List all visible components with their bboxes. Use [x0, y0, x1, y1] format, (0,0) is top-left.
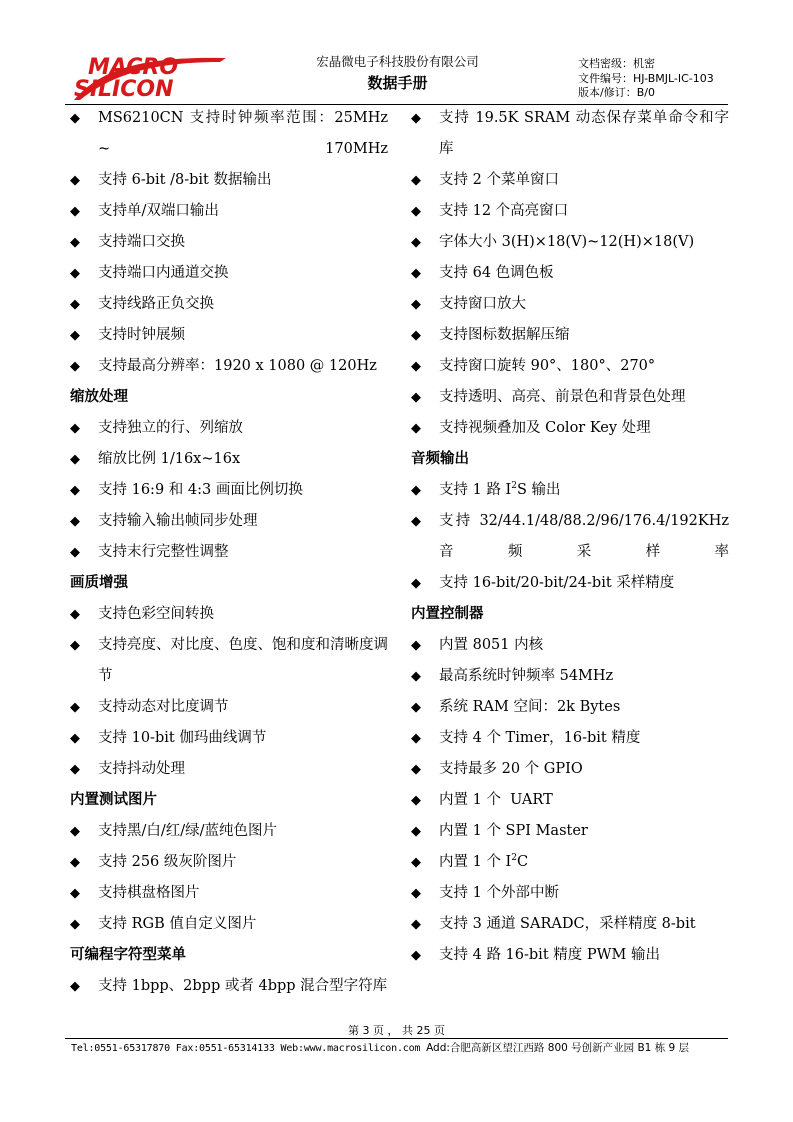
- list-item: ◆ 内置 8051 内核: [411, 630, 729, 661]
- diamond-bullet-icon: ◆: [70, 452, 80, 467]
- diamond-bullet-icon: ◆: [411, 793, 421, 808]
- right-column: [411, 103, 729, 971]
- footer-contact: [71, 1040, 689, 1055]
- list-item: ◆ 支持 256 级灰阶图片: [70, 847, 388, 878]
- diamond-bullet-icon: ◆: [70, 979, 80, 994]
- list-item: ◆ 支持亮度、对比度、色度、饱和度和清晰度调节: [70, 630, 388, 692]
- diamond-bullet-icon: ◆: [70, 235, 80, 250]
- diamond-bullet-icon: ◆: [411, 824, 421, 839]
- document-meta: [578, 57, 714, 101]
- diamond-bullet-icon: ◆: [70, 762, 80, 777]
- list-item: ◆ 支持单/双端口输出: [70, 196, 388, 227]
- list-item: ◆ 支持 3 通道 SARADC，采样精度 8-bit: [411, 909, 729, 940]
- list-item: ◆ 缩放比例 1/16x~16x: [70, 444, 388, 475]
- diamond-bullet-icon: ◆: [70, 855, 80, 870]
- diamond-bullet-icon: ◆: [411, 514, 421, 529]
- list-item: ◆ 支持视频叠加及 Color Key 处理: [411, 413, 729, 444]
- list-item: ◆ 系统 RAM 空间：2k Bytes: [411, 692, 729, 723]
- meta-doc-number: 文件编号：HJ-BMJL-IC-103: [578, 71, 714, 85]
- list-item: ◆ 支持动态对比度调节: [70, 692, 388, 723]
- diamond-bullet-icon: ◆: [411, 173, 421, 188]
- list-item: ◆ 支持 2 个菜单窗口: [411, 165, 729, 196]
- page-number: 第 3 页 ， 共 25 页: [348, 1024, 445, 1037]
- list-item: ◆ 支持端口交换: [70, 227, 388, 258]
- list-item: ◆ 内置 1 个 UART: [411, 785, 729, 816]
- diamond-bullet-icon: ◆: [70, 483, 80, 498]
- diamond-bullet-icon: ◆: [70, 297, 80, 312]
- diamond-bullet-icon: ◆: [411, 576, 421, 591]
- list-item: ◆ 支持端口内通道交换: [70, 258, 388, 289]
- list-item: ◆ 支持抖动处理: [70, 754, 388, 785]
- diamond-bullet-icon: ◆: [70, 886, 80, 901]
- list-item: ◆ 支持时钟展频: [70, 320, 388, 351]
- diamond-bullet-icon: ◆: [411, 390, 421, 405]
- diamond-bullet-icon: ◆: [411, 297, 421, 312]
- list-item: ◆ 支持 16:9 和 4:3 画面比例切换: [70, 475, 388, 506]
- list-item: ◆ 支持输入输出帧同步处理: [70, 506, 388, 537]
- diamond-bullet-icon: ◆: [411, 483, 421, 498]
- section-heading-test-patterns: 内置测试图片: [70, 792, 157, 808]
- list-item: ◆ 支持 16-bit/20-bit/24-bit 采样精度: [411, 568, 729, 599]
- list-item: ◆ 支持线路正负交换: [70, 289, 388, 320]
- document-title: 数据手册: [367, 74, 428, 92]
- list-item: ◆ 支持 1 路 $I^2S$ 输出: [411, 475, 729, 506]
- contact-info: Tel:0551-65317870 Fax:0551-65314133 Web:www.macrosilicon.com: [71, 1043, 421, 1054]
- diamond-bullet-icon: ◆: [411, 235, 421, 250]
- diamond-bullet-icon: ◆: [411, 266, 421, 281]
- list-item: ◆ MS6210CN 支持时钟频率范围：25MHz ~ 170MHz: [70, 103, 388, 165]
- section-heading-scaling: 缩放处理: [70, 389, 128, 405]
- diamond-bullet-icon: ◆: [411, 638, 421, 653]
- list-item: ◆ 内置 1 个 SPI Master: [411, 816, 729, 847]
- list-item: ◆ 支持最高分辨率：1920 x 1080 @ 120Hz: [70, 351, 388, 382]
- list-item: ◆ 支持 32/44.1/48/88.2/96/176.4/192KHz 音频采样率: [411, 506, 729, 568]
- list-item: ◆ 支持透明、高亮、前景色和背景色处理: [411, 382, 729, 413]
- list-item: ◆ 支持 4 个 Timer，16-bit 精度: [411, 723, 729, 754]
- diamond-bullet-icon: ◆: [70, 545, 80, 560]
- list-item: ◆ 支持 64 色调色板: [411, 258, 729, 289]
- diamond-bullet-icon: ◆: [70, 173, 80, 188]
- list-item: ◆ 内置 1 个 $I^2C$: [411, 847, 729, 878]
- diamond-bullet-icon: ◆: [70, 514, 80, 529]
- list-item: ◆ 支持 4 路 16-bit 精度 PWM 输出: [411, 940, 729, 971]
- list-item: ◆ 支持 10-bit 伽玛曲线调节: [70, 723, 388, 754]
- diamond-bullet-icon: ◆: [411, 762, 421, 777]
- diamond-bullet-icon: ◆: [70, 638, 80, 653]
- address: Add:合肥高新区望江西路 800 号创新产业园 B1 栋 9 层: [426, 1042, 690, 1054]
- list-item: ◆ 支持 1 个外部中断: [411, 878, 729, 909]
- list-item: ◆ 支持末行完整性调整: [70, 537, 388, 568]
- diamond-bullet-icon: ◆: [411, 421, 421, 436]
- diamond-bullet-icon: ◆: [411, 886, 421, 901]
- diamond-bullet-icon: ◆: [411, 669, 421, 684]
- diamond-bullet-icon: ◆: [411, 359, 421, 374]
- list-item: ◆ 支持最多 20 个 GPIO: [411, 754, 729, 785]
- diamond-bullet-icon: ◆: [411, 700, 421, 715]
- logo-text-bottom: SILICON: [74, 77, 174, 102]
- list-item: ◆ 支持窗口旋转 90°、180°、270°: [411, 351, 729, 382]
- diamond-bullet-icon: ◆: [411, 948, 421, 963]
- diamond-bullet-icon: ◆: [70, 700, 80, 715]
- diamond-bullet-icon: ◆: [70, 607, 80, 622]
- list-item: ◆ 支持棋盘格图片: [70, 878, 388, 909]
- diamond-bullet-icon: ◆: [411, 855, 421, 870]
- list-item: ◆ 支持 6-bit /8-bit 数据输出: [70, 165, 388, 196]
- diamond-bullet-icon: ◆: [411, 917, 421, 932]
- list-item: ◆ 支持图标数据解压缩: [411, 320, 729, 351]
- section-heading-audio: 音频输出: [411, 451, 469, 467]
- list-item: ◆ 支持黑/白/红/绿/蓝纯色图片: [70, 816, 388, 847]
- section-heading-mcu: 内置控制器: [411, 606, 484, 622]
- meta-classification: 文档密级：机密: [578, 57, 655, 70]
- list-item: ◆ 支持 1bpp、2bpp 或者 4bpp 混合型字符库: [70, 971, 388, 1002]
- list-item: ◆ 支持独立的行、列缩放: [70, 413, 388, 444]
- diamond-bullet-icon: ◆: [70, 204, 80, 219]
- header-center: [290, 53, 505, 95]
- diamond-bullet-icon: ◆: [70, 421, 80, 436]
- diamond-bullet-icon: ◆: [70, 266, 80, 281]
- left-column: [70, 103, 388, 1002]
- diamond-bullet-icon: ◆: [411, 111, 421, 126]
- list-item: ◆ 最高系统时钟频率 54MHz: [411, 661, 729, 692]
- diamond-bullet-icon: ◆: [411, 731, 421, 746]
- diamond-bullet-icon: ◆: [70, 328, 80, 343]
- list-item: ◆ 支持 12 个高亮窗口: [411, 196, 729, 227]
- macro-silicon-logo: [70, 50, 230, 104]
- list-item: ◆ 支持 19.5K SRAM 动态保存菜单命令和字库: [411, 103, 729, 165]
- diamond-bullet-icon: ◆: [411, 328, 421, 343]
- footer-rule: [65, 1038, 728, 1039]
- list-item: ◆ 支持色彩空间转换: [70, 599, 388, 630]
- list-item: ◆ 支持窗口放大: [411, 289, 729, 320]
- list-item: ◆ 字体大小 3(H)×18(V)~12(H)×18(V): [411, 227, 729, 258]
- diamond-bullet-icon: ◆: [70, 824, 80, 839]
- logo-text-top: MACRO: [88, 55, 179, 80]
- diamond-bullet-icon: ◆: [70, 111, 80, 126]
- diamond-bullet-icon: ◆: [411, 204, 421, 219]
- meta-version: 版本/修订：B/0: [578, 86, 655, 99]
- section-heading-quality: 画质增强: [70, 575, 128, 591]
- diamond-bullet-icon: ◆: [70, 359, 80, 374]
- diamond-bullet-icon: ◆: [70, 917, 80, 932]
- list-item: ◆ 支持 RGB 值自定义图片: [70, 909, 388, 940]
- company-name: 宏晶微电子科技股份有限公司: [316, 54, 479, 69]
- section-heading-osd: 可编程字符型菜单: [70, 947, 186, 963]
- diamond-bullet-icon: ◆: [70, 731, 80, 746]
